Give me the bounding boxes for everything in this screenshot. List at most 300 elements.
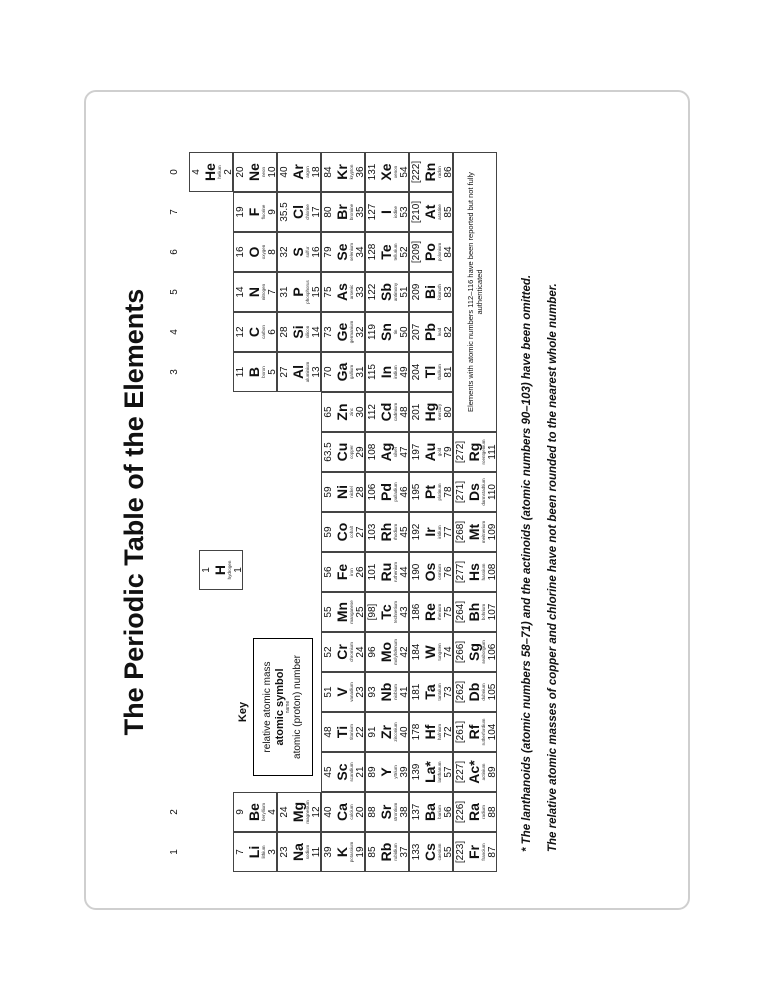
element-number: 55	[442, 846, 454, 858]
element-number: 24	[354, 646, 366, 658]
element-symbol: P	[290, 287, 306, 297]
element-symbol: Rg	[466, 442, 482, 462]
element-number: 13	[310, 366, 322, 378]
element-mass: 56	[323, 566, 334, 578]
element-mass: 178	[411, 723, 422, 741]
element-mass: 65	[323, 406, 334, 418]
element-mass: [268]	[455, 520, 466, 544]
element-symbol: Al	[290, 365, 306, 379]
element-cell-vanadium	[321, 672, 365, 712]
element-mass: 122	[367, 283, 378, 301]
element-symbol: At	[422, 204, 438, 220]
element-cell-krypton	[321, 152, 365, 192]
key-name-label: name	[285, 700, 292, 714]
element-number: 35	[354, 206, 366, 218]
element-name: iron	[349, 568, 354, 576]
element-cell-bromine	[321, 192, 365, 232]
element-cell-chlorine	[277, 192, 321, 232]
element-cell-zirconium	[365, 712, 409, 752]
element-cell-indium	[365, 352, 409, 392]
element-symbol: Br	[334, 204, 350, 220]
element-name: copper	[349, 445, 354, 459]
element-number: 41	[398, 686, 410, 698]
element-name: technetium	[393, 601, 398, 624]
element-name: helium	[217, 165, 222, 179]
element-name: germanium	[349, 320, 354, 344]
element-symbol: Rn	[422, 162, 438, 182]
element-cell-germanium	[321, 312, 365, 352]
element-mass: 80	[323, 206, 334, 218]
element-cell-gold	[409, 432, 453, 472]
element-number: 6	[266, 329, 278, 335]
element-symbol: Rb	[378, 842, 394, 862]
element-number: 72	[442, 726, 454, 738]
element-cell-neon	[233, 152, 277, 192]
element-mass: 197	[411, 443, 422, 461]
element-mass: 115	[367, 364, 378, 380]
element-mass: [210]	[411, 200, 422, 224]
element-cell-seaborgium	[453, 632, 497, 672]
element-cell-nitrogen	[233, 272, 277, 312]
element-mass: [262]	[455, 680, 466, 704]
element-cell-tin	[365, 312, 409, 352]
group-header: 3	[169, 369, 180, 375]
element-symbol: Po	[422, 243, 438, 261]
element-name: rutherfordium	[481, 718, 486, 746]
element-symbol: Ac*	[466, 760, 482, 784]
element-symbol: O	[246, 246, 262, 258]
element-number: 76	[442, 566, 454, 578]
note-box: Elements with atomic numbers 112–116 have been reported but not fully authenticated	[453, 152, 497, 432]
element-number: 29	[354, 446, 366, 458]
element-number: 40	[398, 726, 410, 738]
element-name: fluorine	[261, 204, 266, 220]
element-number: 18	[310, 166, 322, 178]
element-mass: 20	[235, 166, 246, 178]
element-cell-oxygen	[233, 232, 277, 272]
element-name: francium	[481, 843, 486, 861]
element-mass: 85	[367, 846, 378, 858]
group-header: 0	[169, 169, 180, 175]
element-cell-lanthanum	[409, 752, 453, 792]
element-symbol: Zr	[378, 725, 394, 739]
element-mass: 63.5	[323, 442, 334, 462]
element-name: meitnerium	[481, 520, 486, 544]
element-cell-lithium	[233, 832, 277, 872]
element-cell-tungsten	[409, 632, 453, 672]
element-number: 15	[310, 286, 322, 298]
element-symbol: F	[246, 207, 262, 217]
element-name: chlorine	[305, 204, 310, 220]
element-number: 45	[398, 526, 410, 538]
element-symbol: Be	[246, 803, 262, 821]
element-name: hafnium	[437, 724, 442, 741]
element-number: 52	[398, 246, 410, 258]
element-name: chromium	[349, 642, 354, 662]
element-name: argon	[305, 166, 310, 178]
element-number: 51	[398, 286, 410, 298]
element-symbol: Ar	[290, 164, 306, 180]
element-mass: 139	[411, 763, 422, 781]
element-cell-helium	[189, 152, 233, 192]
element-number: 105	[486, 683, 498, 701]
element-cell-actinium	[453, 752, 497, 792]
element-symbol: Si	[290, 325, 306, 339]
element-mass: 112	[367, 404, 378, 420]
element-number: 27	[354, 526, 366, 538]
element-mass: [266]	[455, 640, 466, 664]
element-name: caesium	[437, 843, 442, 861]
element-name: dubnium	[481, 683, 486, 701]
element-name: thallium	[437, 364, 442, 380]
element-symbol: N	[246, 286, 262, 298]
element-cell-darmstadtium	[453, 472, 497, 512]
element-symbol: Re	[422, 603, 438, 621]
element-cell-barium	[409, 792, 453, 832]
element-symbol: Hs	[466, 563, 482, 581]
element-name: neon	[261, 167, 266, 178]
element-mass: 59	[323, 486, 334, 498]
element-symbol: S	[290, 247, 306, 257]
element-number: 33	[354, 286, 366, 298]
element-symbol: Mt	[466, 523, 482, 541]
element-mass: 70	[323, 366, 334, 378]
element-cell-tellurium	[365, 232, 409, 272]
element-number: 9	[266, 209, 278, 215]
element-mass: 51	[323, 686, 334, 698]
element-symbol: Kr	[334, 164, 350, 180]
element-symbol: Ca	[334, 803, 350, 821]
element-number: 111	[486, 444, 498, 460]
element-symbol: He	[202, 163, 218, 181]
element-number: 32	[354, 326, 366, 338]
element-symbol: Fr	[466, 845, 482, 859]
element-mass: 201	[411, 403, 422, 421]
element-symbol: Se	[334, 243, 350, 261]
element-name: sulfur	[305, 246, 310, 258]
element-mass: 73	[323, 326, 334, 338]
element-cell-boron	[233, 352, 277, 392]
element-name: barium	[437, 805, 442, 819]
element-symbol: Ra	[466, 803, 482, 821]
element-number: 37	[398, 846, 410, 858]
element-mass: 106	[367, 483, 378, 501]
element-cell-palladium	[365, 472, 409, 512]
element-cell-thallium	[409, 352, 453, 392]
element-cell-bismuth	[409, 272, 453, 312]
element-number: 21	[354, 766, 366, 778]
element-number: 106	[486, 643, 498, 661]
element-number: 49	[398, 366, 410, 378]
element-number: 74	[442, 646, 454, 658]
element-number: 2	[222, 169, 234, 175]
element-cell-carbon	[233, 312, 277, 352]
element-name: bohrium	[481, 603, 486, 621]
element-number: 44	[398, 566, 410, 578]
element-number: 89	[486, 766, 498, 778]
element-mass: 133	[411, 843, 422, 861]
element-name: yttrium	[393, 765, 398, 779]
element-cell-xenon	[365, 152, 409, 192]
element-mass: 1	[201, 567, 212, 573]
element-symbol: Sg	[466, 643, 482, 661]
element-symbol: Tc	[378, 604, 394, 620]
element-mass: 23	[279, 846, 290, 858]
element-mass: [272]	[455, 440, 466, 464]
element-cell-osmium	[409, 552, 453, 592]
element-symbol: Ti	[334, 725, 350, 739]
element-mass: [277]	[455, 560, 466, 584]
element-symbol: Sb	[378, 283, 394, 301]
element-name: calcium	[349, 804, 354, 820]
element-symbol: Cu	[334, 442, 350, 462]
element-cell-lead	[409, 312, 453, 352]
element-number: 77	[442, 526, 454, 538]
element-mass: [223]	[455, 840, 466, 864]
element-name: phosphorus	[305, 280, 310, 304]
element-cell-radium	[453, 792, 497, 832]
element-symbol: Os	[422, 562, 438, 582]
element-number: 5	[266, 369, 278, 375]
element-name: iridium	[437, 525, 442, 539]
element-number: 34	[354, 246, 366, 258]
element-mass: 52	[323, 646, 334, 658]
element-cell-tantalum	[409, 672, 453, 712]
element-name: indium	[393, 365, 398, 379]
element-cell-technetium	[365, 592, 409, 632]
element-mass: 40	[279, 166, 290, 178]
element-mass: 39	[323, 846, 334, 858]
element-number: 78	[442, 486, 454, 498]
element-name: rhenium	[437, 603, 442, 621]
element-mass: 11	[235, 366, 246, 378]
element-symbol: Nb	[378, 682, 394, 702]
element-mass: 96	[367, 646, 378, 658]
element-cell-selenium	[321, 232, 365, 272]
element-mass: [261]	[455, 720, 466, 744]
element-mass: 35.5	[279, 202, 290, 222]
element-name: molybdenum	[393, 639, 398, 665]
element-cell-roentgenium	[453, 432, 497, 472]
element-mass: 45	[323, 766, 334, 778]
element-symbol: Sc	[334, 763, 350, 781]
element-name: strontium	[393, 802, 398, 822]
element-number: 109	[486, 523, 498, 541]
periodic-table-sheet	[115, 112, 655, 912]
element-cell-calcium	[321, 792, 365, 832]
key-title: Key	[237, 701, 249, 723]
element-cell-potassium	[321, 832, 365, 872]
element-cell-cobalt	[321, 512, 365, 552]
element-symbol: I	[378, 210, 394, 214]
element-mass: [222]	[411, 160, 422, 184]
element-number: 84	[442, 246, 454, 258]
element-name: xenon	[393, 165, 398, 179]
element-name: krypton	[349, 164, 354, 180]
element-name: manganese	[349, 600, 354, 624]
element-symbol: Tl	[422, 365, 438, 379]
group-header: 5	[169, 289, 180, 295]
element-symbol: Hg	[422, 402, 438, 422]
element-number: 25	[354, 606, 366, 618]
element-name: beryllium	[261, 803, 266, 822]
element-mass: 40	[323, 806, 334, 818]
element-mass: [226]	[455, 800, 466, 824]
element-symbol: Sr	[378, 804, 394, 820]
element-name: rhodium	[393, 523, 398, 541]
element-number: 23	[354, 686, 366, 698]
element-cell-fluorine	[233, 192, 277, 232]
element-symbol: Pb	[422, 323, 438, 341]
element-name: actinium	[481, 763, 486, 781]
element-symbol: Co	[334, 522, 350, 542]
element-number: 42	[398, 646, 410, 658]
key-box	[253, 638, 313, 776]
element-cell-hydrogen	[199, 550, 243, 590]
element-cell-copper	[321, 432, 365, 472]
element-mass: 209	[411, 283, 422, 301]
element-symbol: Cs	[422, 843, 438, 861]
element-mass: [227]	[455, 760, 466, 784]
element-mass: 192	[411, 523, 422, 541]
element-number: 107	[486, 603, 498, 621]
element-number: 110	[486, 484, 498, 500]
element-mass: 108	[367, 443, 378, 461]
element-mass: [98]	[367, 603, 378, 621]
element-cell-titanium	[321, 712, 365, 752]
element-symbol: Na	[290, 843, 306, 861]
element-symbol: Xe	[378, 163, 394, 181]
element-number: 14	[310, 326, 322, 338]
element-mass: 24	[279, 806, 290, 818]
element-symbol: B	[246, 366, 262, 378]
element-name: polonium	[437, 242, 442, 262]
element-name: potassium	[349, 841, 354, 863]
group-header: 6	[169, 249, 180, 255]
element-name: osmium	[437, 564, 442, 580]
group-header: 1	[169, 849, 180, 855]
element-number: 3	[266, 849, 278, 855]
element-name: magnesium	[305, 800, 310, 824]
element-cell-strontium	[365, 792, 409, 832]
element-symbol: K	[334, 846, 350, 858]
element-number: 86	[442, 166, 454, 178]
element-mass: 131	[367, 163, 378, 181]
element-number: 57	[442, 766, 454, 778]
element-number: 4	[266, 809, 278, 815]
element-mass: 84	[323, 166, 334, 178]
element-name: boron	[261, 366, 266, 378]
element-number: 87	[486, 846, 498, 858]
element-mass: [271]	[455, 480, 466, 504]
element-mass: 195	[411, 483, 422, 501]
element-number: 104	[486, 723, 498, 741]
element-cell-molybdenum	[365, 632, 409, 672]
element-symbol: Ag	[378, 442, 394, 462]
element-mass: 128	[367, 243, 378, 261]
element-name: hydrogen	[227, 560, 232, 580]
element-cell-polonium	[409, 232, 453, 272]
element-name: carbon	[261, 325, 266, 339]
element-mass: [264]	[455, 600, 466, 624]
element-cell-iridium	[409, 512, 453, 552]
element-number: 7	[266, 289, 278, 295]
footnote-omitted: * The lanthanoids (atomic numbers 58–71) and the actinoids (atomic numbers 90–103) have been omitted.	[521, 274, 533, 852]
element-symbol: Ge	[334, 322, 350, 342]
element-cell-rubidium	[365, 832, 409, 872]
element-number: 85	[442, 206, 454, 218]
element-mass: [209]	[411, 240, 422, 264]
element-mass: 186	[411, 603, 422, 621]
element-name: scandium	[349, 762, 354, 782]
element-mass: 79	[323, 246, 334, 258]
element-mass: 7	[235, 849, 246, 855]
element-number: 1	[232, 567, 244, 573]
element-cell-platinum	[409, 472, 453, 512]
element-symbol: Rh	[378, 522, 394, 542]
element-symbol: C	[246, 326, 262, 338]
element-symbol: Te	[378, 244, 394, 260]
element-symbol: Cr	[334, 644, 350, 660]
element-mass: 190	[411, 563, 422, 581]
element-name: aluminium	[305, 361, 310, 383]
element-number: 10	[266, 166, 278, 178]
element-name: selenium	[349, 243, 354, 262]
element-name: bromine	[349, 203, 354, 221]
element-number: 81	[442, 366, 454, 378]
element-name: tellurium	[393, 243, 398, 261]
element-number: 11	[310, 846, 322, 858]
element-number: 22	[354, 726, 366, 738]
element-mass: 14	[235, 286, 246, 298]
element-name: roentgenium	[481, 439, 486, 465]
group-header: 2	[169, 809, 180, 815]
element-name: platinum	[437, 483, 442, 501]
element-cell-mercury	[409, 392, 453, 432]
element-symbol: Ne	[246, 163, 262, 181]
element-mass: 103	[367, 523, 378, 541]
element-cell-silicon	[277, 312, 321, 352]
element-cell-radon	[409, 152, 453, 192]
element-symbol: V	[334, 687, 350, 697]
element-mass: 59	[323, 526, 334, 538]
element-name: cadmium	[393, 402, 398, 422]
element-cell-chromium	[321, 632, 365, 672]
element-symbol: In	[378, 365, 394, 379]
element-mass: 9	[235, 809, 246, 815]
element-symbol: Y	[378, 767, 394, 777]
element-cell-scandium	[321, 752, 365, 792]
element-cell-hassium	[453, 552, 497, 592]
element-symbol: Cd	[378, 402, 394, 422]
element-cell-cadmium	[365, 392, 409, 432]
element-symbol: Cl	[290, 205, 306, 219]
element-cell-zinc	[321, 392, 365, 432]
element-number: 47	[398, 446, 410, 458]
element-mass: 27	[279, 366, 290, 378]
element-cell-gallium	[321, 352, 365, 392]
element-cell-hafnium	[409, 712, 453, 752]
element-number: 43	[398, 606, 410, 618]
element-cell-iron	[321, 552, 365, 592]
element-cell-rutherfordium	[453, 712, 497, 752]
element-mass: 75	[323, 286, 334, 298]
element-name: mercury	[437, 403, 442, 421]
element-symbol: Db	[466, 682, 482, 702]
element-name: radon	[437, 166, 442, 178]
element-mass: 204	[411, 363, 422, 381]
element-number: 75	[442, 606, 454, 618]
